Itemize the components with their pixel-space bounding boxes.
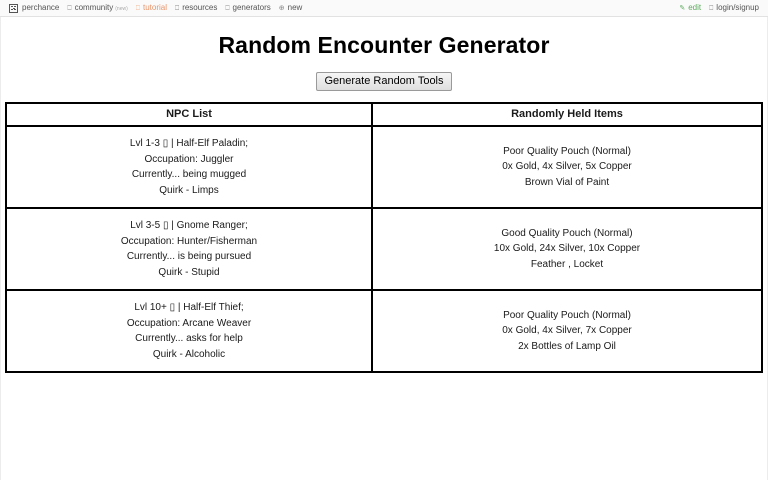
nav-left-group [5,4,306,13]
items-cell-line: Brown Vial of Paint [524,176,610,188]
globe-icon: ⊕ [278,4,285,12]
table-head [6,103,762,126]
table-row [6,208,762,290]
nav-item-generators[interactable] [221,4,274,12]
npc-cell-line: Lvl 3-5 ▯ | Gnome Ranger; [130,220,248,232]
items-cell-line: Good Quality Pouch (Normal) [501,227,633,239]
items-cell-line: Poor Quality Pouch (Normal) [503,309,631,321]
dice-logo-icon [9,4,18,13]
nav-item-label: tutorial [142,3,167,12]
pencil-icon: ✎ [679,4,686,12]
page-container [0,17,768,480]
nav-right-group [675,4,763,12]
npc-cell-line: Quirk - Alcoholic [152,348,226,360]
nav-item-label: generators [232,3,271,12]
npc-cell-line: Currently... being mugged [131,169,247,181]
book-icon: ⎕ [174,4,180,12]
table-row [6,290,762,372]
npc-cell [6,126,372,208]
items-cell-line: 10x Gold, 24x Silver, 10x Copper [493,243,641,255]
npc-cell-line: Lvl 10+ ▯ | Half-Elf Thief; [134,302,244,314]
generate-random-tools-button[interactable]: Generate Random Tools [316,72,451,91]
items-cell-line: 0x Gold, 4x Silver, 5x Copper [502,161,632,173]
items-cell-line: 0x Gold, 4x Silver, 7x Copper [502,325,632,337]
items-cell [372,126,762,208]
book-icon: ⎕ [135,4,140,12]
npc-cell-line: Occupation: Arcane Weaver [126,317,252,329]
nav-item-label: resources [182,3,218,12]
items-cell-line: 2x Bottles of Lamp Oil [518,340,616,352]
nav-item-label: login/signup [716,3,759,12]
npc-cell-line: Quirk - Limps [159,184,219,196]
nav-item-label: perchance [22,3,60,12]
table-row [6,126,762,208]
items-cell [372,208,762,290]
npc-cell-line: Occupation: Juggler [144,153,234,165]
nav-item-community[interactable] [63,4,131,12]
column-header-randomly-held-items: Randomly Held Items [372,103,762,126]
table-header-row [6,103,762,126]
items-cell [372,290,762,372]
book-icon: ⎕ [67,4,72,12]
column-header-npc-list: NPC List [6,103,372,126]
nav-item-new[interactable] [275,4,307,12]
npc-cell-line: Quirk - Stupid [158,266,220,278]
button-row [1,71,767,91]
nav-item-label: new [287,3,303,12]
book-icon: ⎕ [225,4,230,12]
npc-cell [6,208,372,290]
table-body [6,126,762,372]
items-cell-line: Feather , Locket [530,258,604,270]
nav-item-perchance[interactable] [5,4,63,13]
nav-item-tutorial[interactable] [132,4,171,12]
nav-item-resources[interactable] [171,4,221,12]
npc-cell [6,290,372,372]
items-cell-line: Poor Quality Pouch (Normal) [503,145,631,157]
nav-item-label: edit [688,3,702,12]
results-table [5,102,763,373]
npc-cell-line: Currently... asks for help [135,333,243,345]
npc-cell-line: Occupation: Hunter/Fisherman [120,235,258,247]
page-title: Random Encounter Generator [218,32,550,58]
top-navigation-bar [0,0,768,17]
nav-item-label: community [74,3,114,12]
npc-cell-line: Lvl 1-3 ▯ | Half-Elf Paladin; [129,138,249,150]
npc-cell-line: Currently... is being pursued [126,251,252,263]
nav-item-edit[interactable] [675,4,705,12]
new-badge: (new) [115,5,128,12]
nav-item-login-signup[interactable] [705,4,763,12]
person-icon: ⎕ [709,4,714,12]
